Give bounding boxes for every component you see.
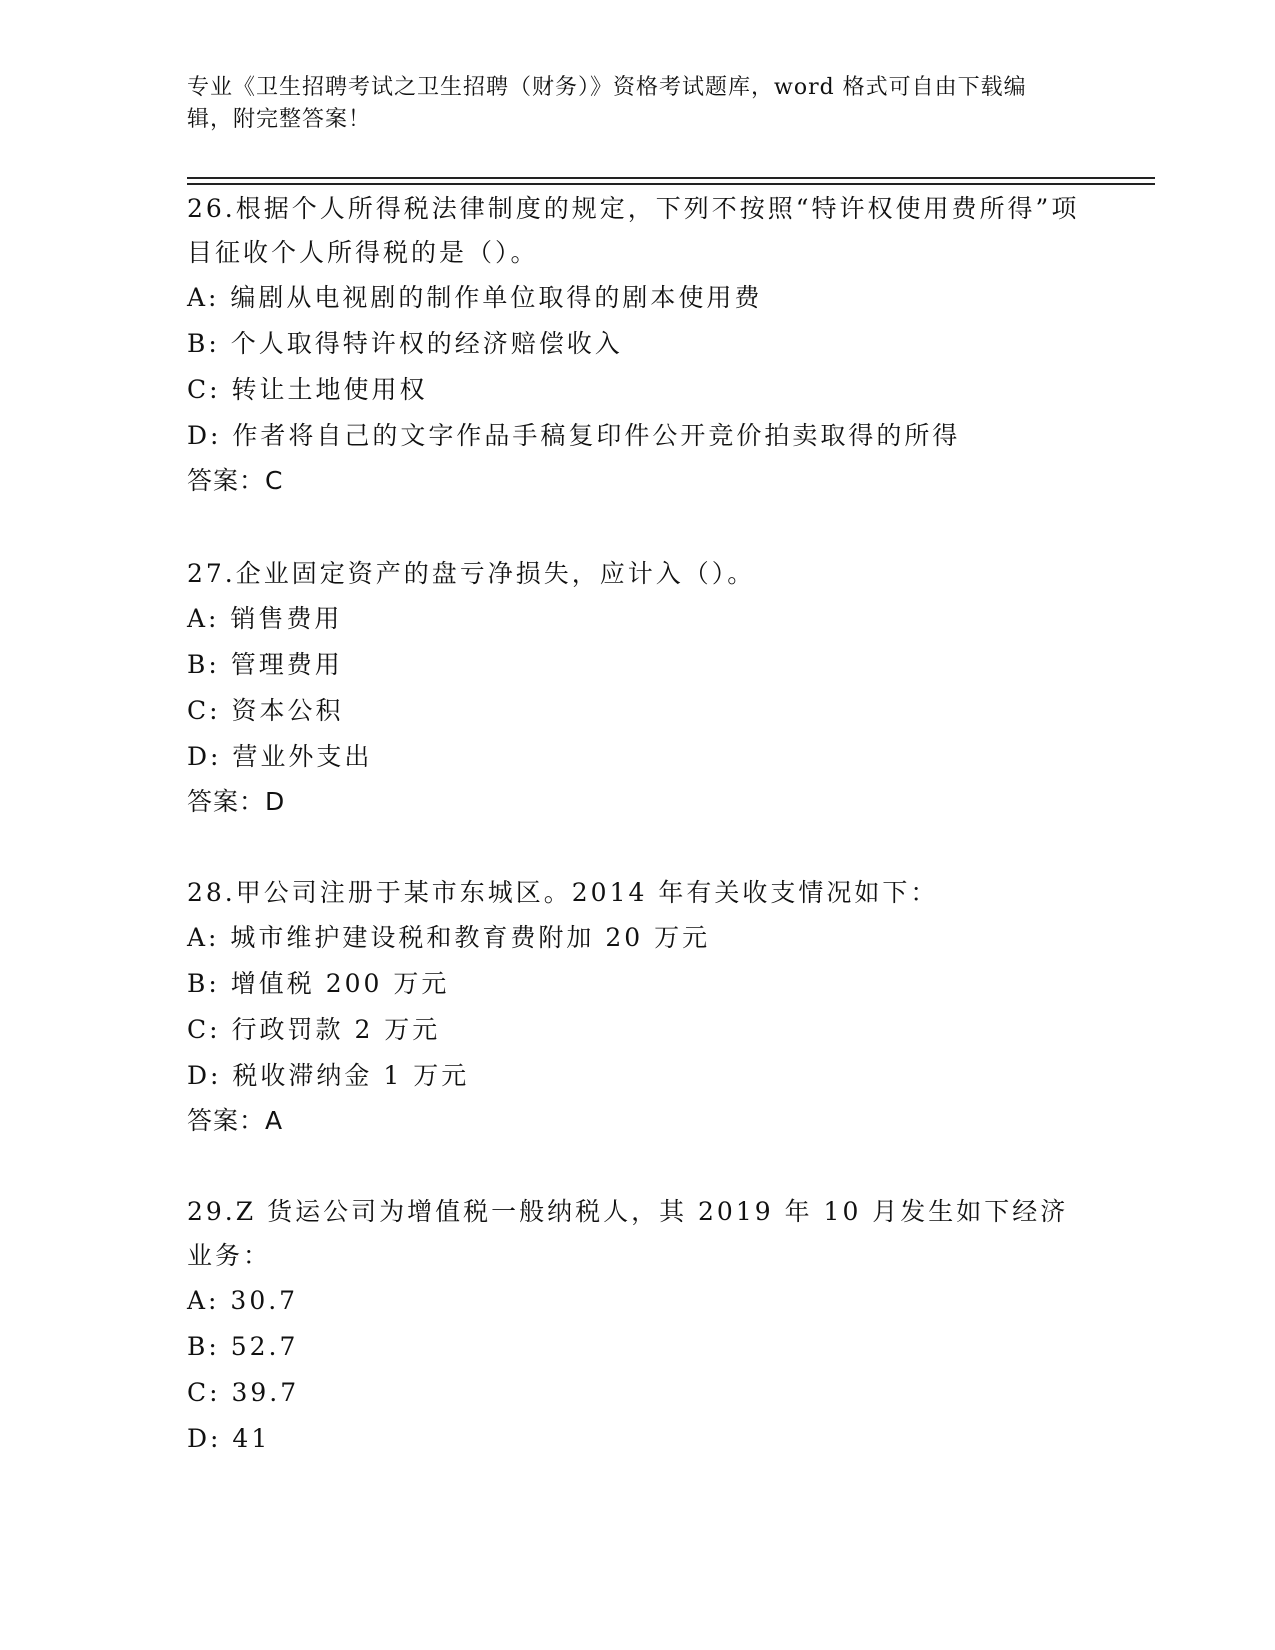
question-stem: 27.企业固定资产的盘亏净损失，应计入（）。: [187, 559, 756, 588]
answer-line: 答案：C: [187, 466, 284, 495]
question-stem: 26.根据个人所得税法律制度的规定，下列不按照“特许权使用费所得”项目征收个人所得税的是（）。: [187, 194, 1080, 267]
option-a: A: 30.7: [187, 1286, 299, 1315]
header-divider-bottom: [187, 183, 1155, 185]
option-d: D: 营业外支出: [187, 742, 373, 771]
option-a: A: 城市维护建设税和教育费附加 20 万元: [187, 923, 711, 952]
header-divider-top: [187, 177, 1155, 179]
question-stem: 28.甲公司注册于某市东城区。2014 年有关收支情况如下：: [187, 878, 939, 907]
option-b: B: 增值税 200 万元: [187, 969, 450, 998]
option-c: C: 行政罚款 2 万元: [187, 1015, 441, 1044]
answer-line: 答案：A: [187, 1106, 284, 1135]
question-stem: 29.Z 货运公司为增值税一般纳税人，其 2019 年 10 月发生如下经济业务：: [187, 1197, 1069, 1270]
option-d: D: 作者将自己的文字作品手稿复印件公开竞价拍卖取得的所得: [187, 421, 961, 450]
question-29: [187, 1190, 1087, 1462]
option-b: B: 52.7: [187, 1332, 299, 1361]
option-c: C: 资本公积: [187, 696, 344, 725]
option-c: C: 转让土地使用权: [187, 375, 428, 404]
question-28: [187, 871, 1087, 1143]
option-d: D: 41: [187, 1424, 271, 1453]
option-a: A: 编剧从电视剧的制作单位取得的剧本使用费: [187, 283, 763, 312]
option-c: C: 39.7: [187, 1378, 300, 1407]
option-b: B: 管理费用: [187, 650, 343, 679]
option-d: D: 税收滞纳金 1 万元: [187, 1061, 470, 1090]
question-26: [187, 187, 1087, 503]
option-b: B: 个人取得特许权的经济赔偿收入: [187, 329, 623, 358]
answer-line: 答案：D: [187, 787, 286, 816]
document-header: 专业《卫生招聘考试之卫生招聘（财务）》资格考试题库，word 格式可自由下载编辑，附完整答案！: [187, 75, 1027, 132]
question-27: [187, 552, 1087, 824]
option-a: A: 销售费用: [187, 604, 343, 633]
